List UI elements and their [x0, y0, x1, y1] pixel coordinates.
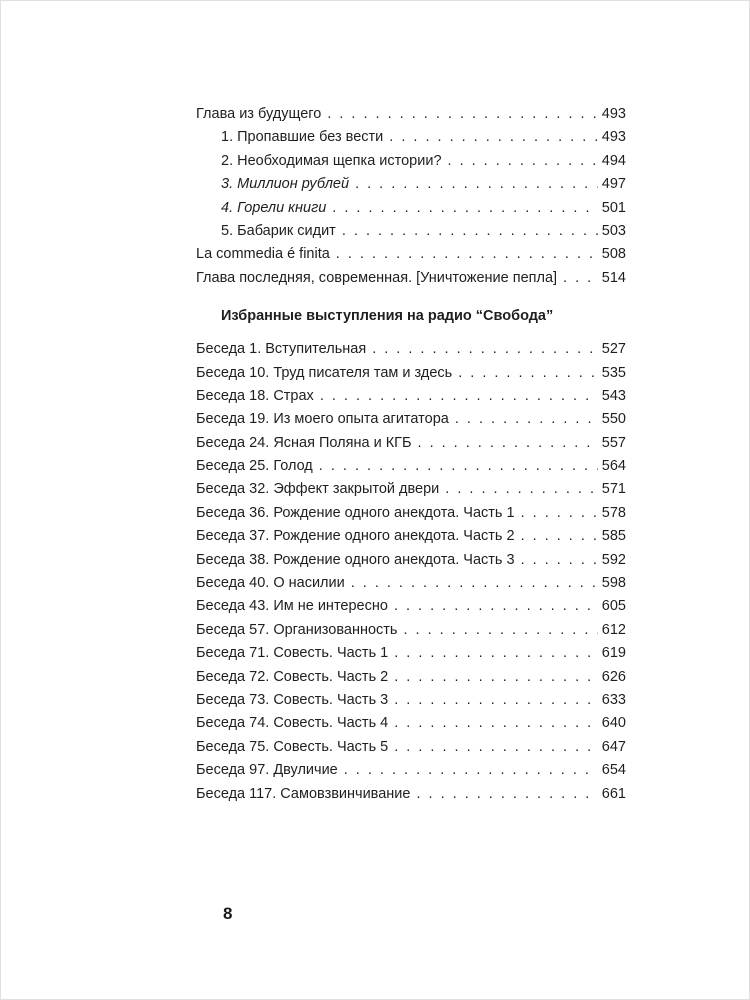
dot-leader — [394, 712, 598, 735]
dot-leader — [448, 150, 598, 173]
toc-entry-label: Беседа 74. Совесть. Часть 4 — [196, 715, 389, 732]
toc-entry-label: Беседа 18. Страх — [196, 387, 314, 404]
toc-entry — [196, 103, 626, 126]
dot-leader — [344, 759, 598, 782]
toc-section-radio-talks — [196, 338, 626, 806]
dot-leader — [327, 103, 598, 126]
toc-entry-label: Беседа 10. Труд писателя там и здесь — [196, 364, 453, 381]
toc-entry-page-number: 585 — [601, 528, 626, 545]
dot-leader — [394, 736, 598, 759]
toc-entry-label: 3. Миллион рублей — [221, 176, 350, 193]
toc-entry-label: Беседа 117. Самовзвинчивание — [196, 785, 411, 802]
table-of-contents — [196, 103, 626, 806]
toc-entry-label: Беседа 73. Совесть. Часть 3 — [196, 691, 389, 708]
toc-entry-label: Беседа 75. Совесть. Часть 5 — [196, 738, 389, 755]
dot-leader — [394, 595, 598, 618]
toc-entry-page-number: 640 — [601, 715, 626, 732]
dot-leader — [355, 173, 598, 196]
toc-entry — [196, 642, 626, 665]
toc-entry-page-number: 626 — [601, 668, 626, 685]
toc-entry-label: Беседа 37. Рождение одного анекдота. Часть 2 — [196, 528, 515, 545]
toc-entry-page-number: 661 — [601, 785, 626, 802]
toc-entry-page-number: 493 — [601, 129, 626, 146]
toc-entry-label: Беседа 38. Рождение одного анекдота. Часть 3 — [196, 551, 515, 568]
toc-entry-label: Беседа 57. Организованность — [196, 621, 398, 638]
dot-leader — [416, 783, 598, 806]
toc-entry — [196, 267, 626, 290]
toc-entry — [196, 173, 626, 196]
dot-leader — [351, 572, 598, 595]
dot-leader — [336, 243, 598, 266]
dot-leader — [394, 689, 598, 712]
dot-leader — [418, 432, 598, 455]
toc-entry — [196, 362, 626, 385]
toc-entry-page-number: 503 — [601, 222, 626, 239]
toc-entry-page-number: 571 — [601, 481, 626, 498]
toc-entry-page-number: 619 — [601, 645, 626, 662]
toc-entry-label: Беседа 36. Рождение одного анекдота. Часть 1 — [196, 504, 515, 521]
toc-entry-label: Глава из будущего — [196, 106, 322, 122]
toc-entry-page-number: 493 — [601, 106, 626, 122]
toc-entry-label: Беседа 32. Эффект закрытой двери — [196, 481, 440, 498]
toc-entry-page-number: 508 — [601, 246, 626, 263]
dot-leader — [332, 197, 598, 220]
toc-section-chapters — [196, 103, 626, 290]
toc-entry — [196, 385, 626, 408]
toc-entry-page-number: 527 — [601, 341, 626, 358]
toc-entry — [196, 408, 626, 431]
toc-entry-page-number: 654 — [601, 762, 626, 779]
toc-entry-page-number: 578 — [601, 504, 626, 521]
toc-entry-page-number: 501 — [601, 199, 626, 216]
toc-entry-label: Беседа 25. Голод — [196, 458, 313, 475]
toc-entry-label: Беседа 97. Двуличие — [196, 762, 338, 779]
toc-entry-page-number: 605 — [601, 598, 626, 615]
toc-entry-page-number: 497 — [601, 176, 626, 193]
toc-entry-label: Беседа 72. Совесть. Часть 2 — [196, 668, 389, 685]
toc-entry-label: Беседа 24. Ясная Поляна и КГБ — [196, 434, 412, 451]
toc-entry-page-number: 514 — [601, 269, 626, 286]
dot-leader — [394, 642, 598, 665]
toc-section-heading: Избранные выступления на радио “Свобода” — [221, 308, 554, 325]
toc-entry-label: Беседа 43. Им не интересно — [196, 598, 388, 615]
toc-entry — [196, 220, 626, 243]
toc-entry — [196, 759, 626, 782]
toc-entry-page-number: 592 — [601, 551, 626, 568]
toc-entry — [196, 502, 626, 525]
page-number: 8 — [223, 904, 233, 923]
toc-entry — [196, 455, 626, 478]
dot-leader — [394, 666, 598, 689]
dot-leader — [403, 619, 598, 642]
dot-leader — [521, 502, 598, 525]
dot-leader — [389, 126, 598, 149]
toc-entry-label: 2. Необходимая щепка истории? — [221, 152, 442, 169]
toc-entry — [196, 432, 626, 455]
toc-entry-page-number: 598 — [601, 575, 626, 592]
toc-entry-label: Беседа 1. Вступительная — [196, 341, 367, 358]
toc-entry — [196, 525, 626, 548]
toc-entry-label: 4. Горели книги — [221, 199, 327, 216]
toc-entry-page-number: 550 — [601, 411, 626, 428]
toc-entry-label: Беседа 71. Совесть. Часть 1 — [196, 645, 389, 662]
toc-entry — [196, 783, 626, 806]
toc-entry — [196, 666, 626, 689]
dot-leader — [445, 478, 598, 501]
toc-entry — [196, 595, 626, 618]
toc-entry — [196, 619, 626, 642]
toc-entry-label: Глава последняя, современная. [Уничтожение пепла] — [196, 269, 558, 286]
toc-entry — [196, 572, 626, 595]
toc-entry — [196, 338, 626, 361]
dot-leader — [458, 362, 598, 385]
toc-entry — [196, 150, 626, 173]
toc-entry — [196, 126, 626, 149]
toc-entry — [196, 549, 626, 572]
toc-entry-label: 1. Пропавшие без вести — [221, 129, 384, 146]
toc-entry-page-number: 633 — [601, 691, 626, 708]
toc-entry — [196, 689, 626, 712]
toc-entry-label: Беседа 19. Из моего опыта агитатора — [196, 411, 449, 428]
toc-entry-page-number: 535 — [601, 364, 626, 381]
toc-entry-page-number: 543 — [601, 387, 626, 404]
toc-entry-label: La commedia é finita — [196, 246, 330, 263]
dot-leader — [319, 455, 598, 478]
toc-entry — [196, 736, 626, 759]
toc-entry-page-number: 564 — [601, 458, 626, 475]
dot-leader — [455, 408, 598, 431]
toc-entry — [196, 197, 626, 220]
dot-leader — [521, 549, 598, 572]
toc-entry-page-number: 557 — [601, 434, 626, 451]
toc-entry-label: 5. Бабарик сидит — [221, 222, 336, 239]
dot-leader — [563, 267, 598, 290]
toc-entry — [196, 712, 626, 735]
dot-leader — [342, 220, 598, 243]
toc-entry-label: Беседа 40. О насилии — [196, 575, 345, 592]
dot-leader — [372, 338, 598, 361]
dot-leader — [521, 525, 598, 548]
toc-entry — [196, 478, 626, 501]
toc-entry-page-number: 612 — [601, 621, 626, 638]
toc-entry-page-number: 494 — [601, 152, 626, 169]
dot-leader — [320, 385, 598, 408]
toc-entry-page-number: 647 — [601, 738, 626, 755]
toc-entry — [196, 243, 626, 266]
